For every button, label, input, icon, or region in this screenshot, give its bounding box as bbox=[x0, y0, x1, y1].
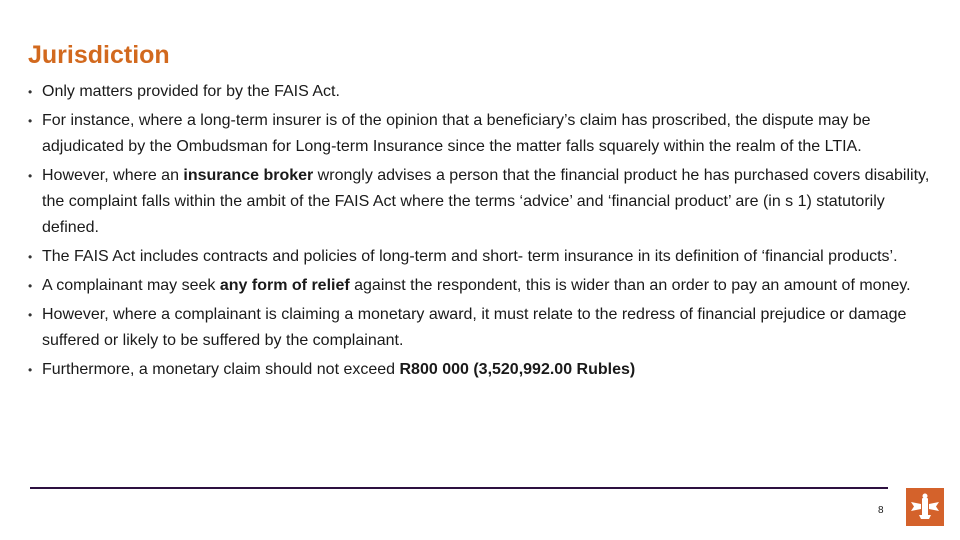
bullet-text: However, where a complainant is claiming a monetary award, it must relate to the redress of financial prejudice or damage suffered or likely to be suffered by the complainant. bbox=[42, 306, 907, 349]
footer-divider bbox=[30, 487, 888, 489]
bullet-marker: • bbox=[28, 363, 33, 377]
page-number: 8 bbox=[878, 505, 884, 516]
bullet-item bbox=[28, 163, 938, 241]
bullet-item bbox=[28, 244, 938, 270]
ombud-emblem-icon bbox=[906, 488, 944, 526]
bullet-item bbox=[28, 357, 938, 383]
bullet-text: wrongly advises a person that the financial product he has purchased covers disability, the complaint falls within the ambit of the FAIS Act where the terms ‘advice’ and ‘financial product’ are (in s 1) statutorily defined. bbox=[42, 167, 930, 236]
bullet-marker: • bbox=[28, 169, 33, 183]
bullet-text: A complainant may seek bbox=[42, 277, 220, 294]
bullet-text: Only matters provided for by the FAIS Act. bbox=[42, 83, 340, 100]
bullet-marker: • bbox=[28, 85, 33, 99]
bullet-emphasis: insurance broker bbox=[183, 167, 314, 184]
bullet-marker: • bbox=[28, 114, 33, 128]
bullet-item bbox=[28, 302, 938, 354]
bullet-emphasis: R800 000 (3,520,992.00 Rubles) bbox=[399, 361, 636, 378]
slide-title: Jurisdiction bbox=[28, 41, 170, 69]
bullet-marker: • bbox=[28, 250, 33, 264]
bullet-item bbox=[28, 273, 938, 299]
bullet-text: However, where an bbox=[42, 167, 184, 184]
bullet-emphasis: any form of relief bbox=[219, 277, 350, 294]
bullet-marker: • bbox=[28, 279, 33, 293]
bullet-text: against the respondent, this is wider than an order to pay an amount of money. bbox=[349, 277, 911, 294]
bullet-text: Furthermore, a monetary claim should not exceed bbox=[42, 361, 400, 378]
bullet-text: The FAIS Act includes contracts and policies of long-term and short- term insurance in its definition of ‘financial products’. bbox=[42, 248, 898, 265]
bullet-list bbox=[28, 79, 938, 386]
bullet-item bbox=[28, 108, 938, 160]
bullet-item bbox=[28, 79, 938, 105]
bullet-marker: • bbox=[28, 308, 33, 322]
bullet-text: For instance, where a long-term insurer is of the opinion that a beneficiary’s claim has proscribed, the dispute may be adjudicated by the Ombudsman for Long-term Insurance since the matter falls squarely within the realm of the LTIA. bbox=[42, 112, 871, 155]
